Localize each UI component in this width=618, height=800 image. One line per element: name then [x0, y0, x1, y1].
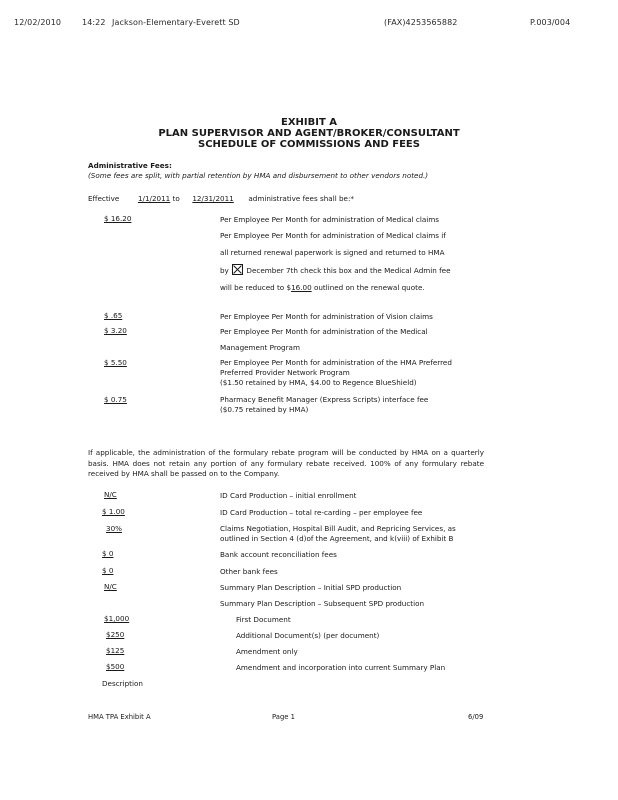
footer-left: HMA TPA Exhibit A	[88, 713, 151, 721]
spd-initial-amount: N/C	[104, 582, 117, 591]
fax-date: 12/02/2010	[14, 18, 62, 27]
amendment-incorp-amount: $500	[106, 662, 125, 671]
renewal-discount-block	[220, 230, 484, 293]
claims-desc	[220, 524, 456, 544]
fax-number: (FAX)4253565882	[384, 18, 458, 27]
mgmt-line-2: Management Program	[220, 343, 300, 352]
effective-to-date: 12/31/2011	[192, 194, 234, 203]
medical-fee-desc: Per Employee Per Month for administration of Medical claims	[220, 215, 439, 224]
fax-time: 14:22	[82, 18, 106, 27]
mgmt-fee-desc	[220, 326, 484, 353]
renewal-by: by	[220, 266, 229, 275]
amendment-only-amount: $125	[106, 646, 125, 655]
id-initial-desc: ID Card Production – initial enrollment	[220, 491, 357, 500]
rebate-paragraph: If applicable, the administration of the formulary rebate program will be conducted by HMA on a quarterly basis. HMA does not retain any portion of any formulary rebate received. 100% of any formulary rebate received by HMA shall be passed on to the Company.	[88, 448, 484, 478]
mgmt-fee-amount: $ 3.20	[104, 326, 127, 335]
pharmacy-line-2: ($0.75 retained by HMA)	[220, 405, 309, 414]
renewal-line-1: Per Employee Per Month for administration of Medical claims if	[220, 231, 446, 240]
ppn-line-1: Per Employee Per Month for administration of the HMA Preferred	[220, 358, 452, 367]
vision-fee-desc: Per Employee Per Month for administration of Vision claims	[220, 312, 433, 321]
pharmacy-fee-desc	[220, 395, 428, 415]
mgmt-line-1: Per Employee Per Month for administration of the Medical	[220, 327, 428, 336]
renewal-line-2: all returned renewal paperwork is signed and returned to HMA	[220, 248, 445, 257]
id-recard-desc: ID Card Production – total re-carding – per employee fee	[220, 508, 423, 517]
fax-sender: Jackson-Elementary-Everett SD	[112, 18, 240, 27]
admin-fees-heading: Administrative Fees:	[88, 161, 172, 170]
spd-initial-desc: Summary Plan Description – Initial SPD production	[220, 583, 402, 592]
claims-amount: 30%	[106, 524, 122, 533]
id-initial-amount: N/C	[104, 490, 117, 499]
amendment-incorp-desc: Amendment and incorporation into current Summary Plan	[236, 663, 446, 672]
vision-fee-amount: $ .65	[104, 311, 123, 320]
other-bank-desc: Other bank fees	[220, 567, 278, 576]
renewal-line-3	[220, 264, 484, 276]
first-doc-desc: First Document	[236, 615, 291, 624]
renewal-line-4	[220, 282, 484, 293]
bank-recon-amount: $ 0	[102, 549, 114, 558]
other-bank-amount: $ 0	[102, 566, 114, 575]
renewal-reduced-amount: 16.00	[291, 283, 312, 292]
ppn-fee-desc	[220, 358, 452, 388]
first-doc-amount: $1,000	[104, 614, 130, 623]
pharmacy-fee-amount: $ 0.75	[104, 395, 127, 404]
effective-from-date: 1/1/2011	[137, 194, 171, 203]
claims-line-2: outlined in Section 4 (d)of the Agreement, and k(viii) of Exhibit B	[220, 534, 454, 543]
renewal-deadline: December 7th check this box and the Medical Admin fee	[246, 266, 451, 275]
schedule-title: PLAN SUPERVISOR AND AGENT/BROKER/CONSULTANT	[158, 128, 460, 139]
effective-line	[88, 193, 354, 204]
effective-suffix: administrative fees shall be:*	[248, 194, 354, 203]
id-recard-amount: $ 1.00	[102, 507, 125, 516]
amendment-only-desc: Amendment only	[236, 647, 298, 656]
footer-right: 6/09	[468, 713, 484, 721]
renewal-checkbox[interactable]	[232, 264, 243, 275]
admin-fees-note: (Some fees are split, with partial retention by HMA and disbursement to other vendors noted.)	[88, 171, 429, 180]
fax-page: P.003/004	[530, 18, 571, 27]
description-word: Description	[102, 679, 143, 688]
additional-doc-desc: Additional Document(s) (per document)	[236, 631, 380, 640]
claims-line-1: Claims Negotiation, Hospital Bill Audit, and Repricing Services, as	[220, 524, 456, 533]
ppn-line-2: Preferred Provider Network Program	[220, 368, 350, 377]
renewal-outlined: outlined on the renewal quote.	[313, 283, 425, 292]
effective-label: Effective	[88, 194, 120, 203]
medical-fee-amount: $ 16.20	[104, 214, 132, 223]
renewal-reduced-to: will be reduced to $	[220, 283, 292, 292]
footer-page-number: Page 1	[272, 713, 295, 721]
spd-subsequent-desc: Summary Plan Description – Subsequent SPD production	[220, 599, 425, 608]
ppn-fee-amount: $ 5.50	[104, 358, 127, 367]
exhibit-title: EXHIBIT A	[280, 117, 337, 128]
pharmacy-line-1: Pharmacy Benefit Manager (Express Scripts) interface fee	[220, 395, 429, 404]
ppn-line-3: ($1.50 retained by HMA, $4.00 to Regence BlueShield)	[220, 378, 417, 387]
effective-to-word: to	[172, 194, 180, 203]
bank-recon-desc: Bank account reconciliation fees	[220, 550, 337, 559]
additional-doc-amount: $250	[106, 630, 125, 639]
schedule-subtitle: SCHEDULE OF COMMISSIONS AND FEES	[198, 139, 420, 150]
